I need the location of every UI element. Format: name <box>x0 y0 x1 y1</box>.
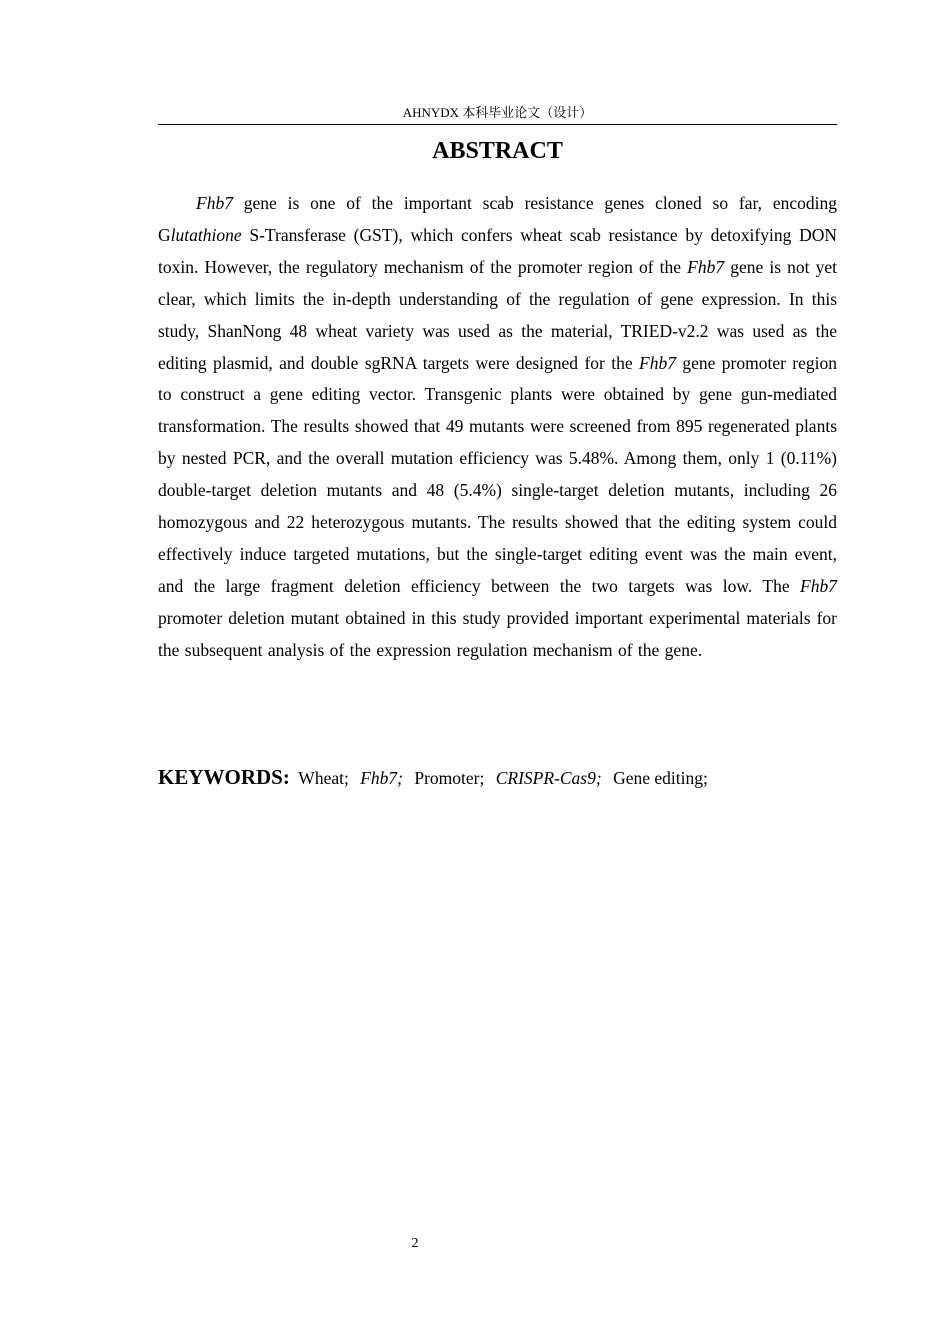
running-header-text: AHNYDX 本科毕业论文（设计） <box>402 105 593 120</box>
abstract-segment: Fhb7 <box>687 256 725 277</box>
abstract-segment: promoter deletion mutant obtained in this study provided important experimental materials for the subsequent analysis of the expression regulation mechanism of the gene. <box>158 607 837 660</box>
abstract-segment: gene is not yet clear, which limits the in-depth understanding of the regulation of gene expression. In this study, ShanNong 48 wheat variety was used as the material, TRIED-v2.2 was used as the editing plasmid, and double sgRNA targets were designed for the <box>158 256 838 373</box>
abstract-segment: Fhb7 <box>639 352 676 373</box>
keyword-item: Promoter; <box>414 768 485 788</box>
abstract-segment: gene promoter region to construct a gene editing vector. Transgenic plants were obtained by gene gun-mediated transformation. The results showed that 49 mutants were screened from 895 regenerated plants by nested PCR, and the overall mutation efficiency was 5.48%. Among them, only 1 (0.11%) double-target deletion mutants and 48 (5.4%) single-target deletion mutants, including 26 homozygous and 22 heterozygous mutants. The results showed that the editing system could effectively induce targeted mutations, but the single-target editing event was the main event, and the large fragment deletion efficiency between the two targets was low. The <box>158 352 838 596</box>
abstract-segment: Fhb7 <box>196 193 233 213</box>
keyword-item: Wheat; <box>298 768 349 788</box>
keyword-item: Fhb7; <box>360 768 403 788</box>
keyword-item: Gene editing; <box>613 768 708 788</box>
keywords-line <box>158 762 837 793</box>
abstract-segment: gene is one of the important scab resistance genes cloned so far, encoding G <box>158 193 837 245</box>
keywords-label: KEYWORDS: <box>158 765 290 789</box>
abstract-body <box>158 188 837 667</box>
abstract-segment: Fhb7 <box>800 575 837 596</box>
keyword-item: CRISPR-Cas9; <box>495 768 602 788</box>
abstract-segment: lutathione <box>170 224 242 245</box>
page-number: 2 <box>411 1236 419 1251</box>
abstract-segment: S-Transferase (GST), which confers wheat scab resistance by detoxifying DON toxin. However, the regulatory mechanism of the promoter region of the <box>158 224 837 277</box>
abstract-title: ABSTRACT <box>432 138 563 164</box>
running-header <box>158 104 837 125</box>
